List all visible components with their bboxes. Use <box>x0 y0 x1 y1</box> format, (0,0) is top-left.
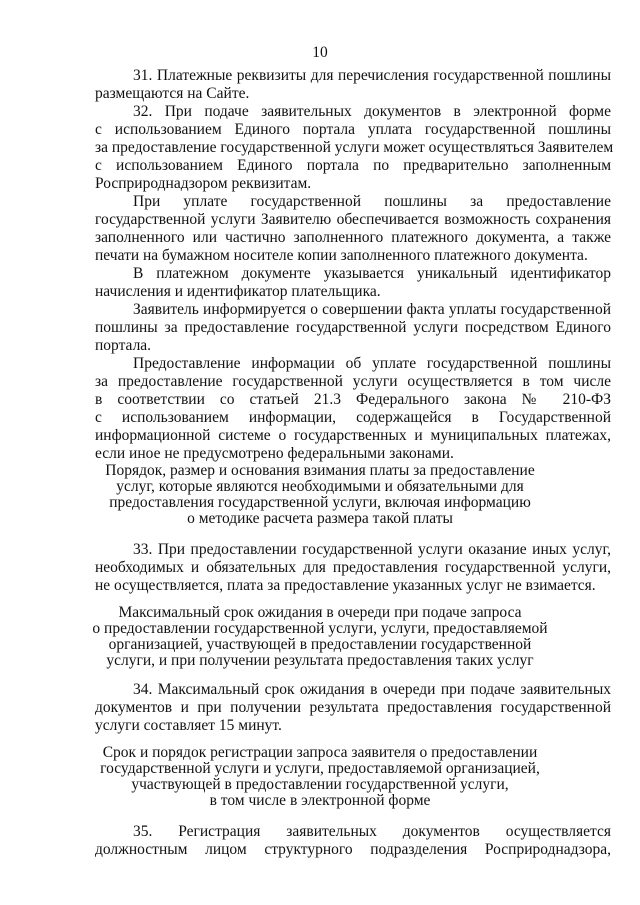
paragraph-informing-line: портала. <box>95 337 152 354</box>
paragraph-32-line: за предоставление государственной услуги может осуществляться Заявителем <box>95 139 614 156</box>
paragraph-payment-line: государственной услуги Заявителю обеспечивается возможность сохранения <box>95 211 611 228</box>
paragraph-info-line: если иное не предусмотрено федеральными законами. <box>95 445 454 462</box>
paragraph-32-line: Росприроднадзором реквизитам. <box>95 175 312 192</box>
paragraph-35-line: 35. Регистрация заявительных документов осуществляется <box>133 823 611 840</box>
paragraph-identifier-line: В платежном документе указывается уникальный идентификатор <box>133 265 611 282</box>
section-heading-line: Срок и порядок регистрации запроса заявителя о предоставлении <box>102 744 538 761</box>
paragraph-informing-line: Заявитель информируется о совершении факта уплаты государственной <box>133 301 611 318</box>
paragraph-informing-line: пошлины за предоставление государственной услуги посредством Единого <box>95 319 611 336</box>
section-heading-line: участвующей в предоставлении государственной услуги, <box>131 776 509 793</box>
paragraph-31-line: 31. Платежные реквизиты для перечисления государственной пошлины <box>133 67 611 84</box>
paragraph-34-line: услуги составляет 15 минут. <box>95 717 282 734</box>
page-number: 10 <box>312 44 328 61</box>
section-heading-line: в том числе в электронной форме <box>209 792 431 809</box>
paragraph-payment-line: заполненного или частично заполненного платежного документа, а также <box>95 229 611 246</box>
section-heading-line: предоставления государственной услуги, включая информацию <box>109 494 531 511</box>
paragraph-33-line: 33. При предоставлении государственной услуги оказание иных услуг, <box>133 541 611 558</box>
section-heading-line: организацией, участвующей в предоставлении государственной <box>108 636 532 653</box>
section-heading-line: Порядок, размер и основания взимания платы за предоставление <box>105 462 535 479</box>
paragraph-payment-line: печати на бумажном носителе копии заполненного платежного документа. <box>95 247 588 264</box>
paragraph-31-line: размещаются на Сайте. <box>95 85 250 102</box>
paragraph-35-line: должностным лицом структурного подразделения Росприроднадзора, <box>95 841 611 858</box>
paragraph-34-line: 34. Максимальный срок ожидания в очереди при подаче заявительных <box>133 681 611 698</box>
section-heading-line: о предоставлении государственной услуги, услуги, предоставляемой <box>92 620 548 637</box>
paragraph-34-line: документов и при получении результата предоставления государственной <box>95 699 611 716</box>
paragraph-info-line: за предоставление государственной услуги осуществляется в том числе <box>95 373 611 390</box>
section-heading-line: Максимальный срок ожидания в очереди при подаче запроса <box>118 604 522 621</box>
paragraph-payment-line: При уплате государственной пошлины за предоставление <box>133 193 611 210</box>
paragraph-33-line: необходимых и обязательных для предоставления государственной услуги, <box>95 559 611 576</box>
section-heading-line: о методике расчета размера такой платы <box>187 510 453 527</box>
paragraph-info-line: Предоставление информации об уплате государственной пошлины <box>133 355 611 372</box>
section-heading-line: государственной услуги и услуги, предоставляемой организацией, <box>100 760 540 777</box>
section-heading-line: услуги, и при получении результата предоставления таких услуг <box>106 652 534 669</box>
paragraph-32-line: 32. При подаче заявительных документов в электронной форме <box>133 103 611 120</box>
paragraph-33-line: не осуществляется, плата за предоставление указанных услуг не взимается. <box>95 577 596 594</box>
paragraph-info-line: с использованием информации, содержащейся в Государственной <box>95 409 611 426</box>
paragraph-info-line: информационной системе о государственных и муниципальных платежах, <box>95 427 611 444</box>
paragraph-identifier-line: начисления и идентификатор плательщика. <box>95 283 381 300</box>
paragraph-info-line: в соответствии со статьей 21.3 Федерального закона № 210-ФЗ <box>95 391 611 408</box>
paragraph-32-line: с использованием Единого портала по предварительно заполненным <box>95 157 611 174</box>
paragraph-32-line: с использованием Единого портала уплата государственной пошлины <box>95 121 611 138</box>
section-heading-line: услуг, которые являются необходимыми и обязательными для <box>116 478 524 495</box>
